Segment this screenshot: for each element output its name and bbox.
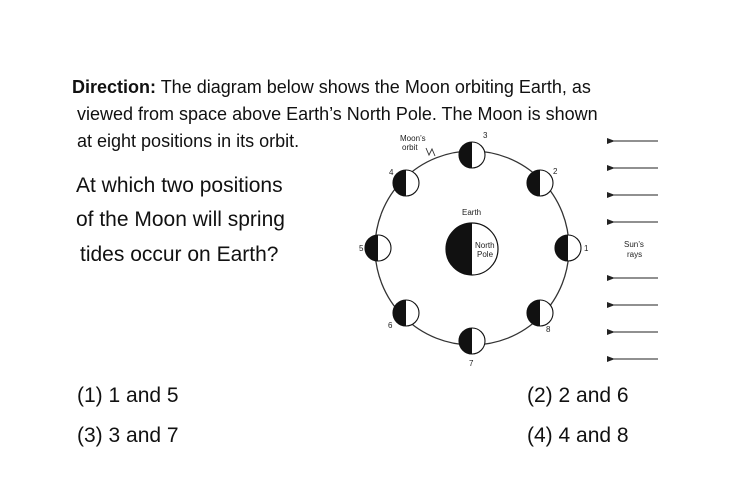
- moon-number-3: 3: [483, 131, 488, 140]
- sun-label-line-2: rays: [627, 250, 643, 259]
- moon-number-4: 4: [389, 168, 394, 177]
- earth-label: Earth: [462, 208, 482, 217]
- moon-position-5: [365, 235, 391, 261]
- moon-number-1: 1: [584, 244, 589, 253]
- answer-choice-1[interactable]: (1) 1 and 5: [77, 384, 179, 407]
- moon-position-1: [555, 235, 581, 261]
- moon-position-3: [459, 142, 485, 168]
- question-line-3: tides occur on Earth?: [80, 243, 279, 266]
- direction-line-3: at eight positions in its orbit.: [77, 131, 300, 151]
- answer-choice-2[interactable]: (2) 2 and 6: [527, 384, 629, 407]
- orbit-pointer: [426, 148, 435, 156]
- moon-position-2: [527, 170, 553, 196]
- orbit-label-line-1: Moon’s: [400, 134, 426, 143]
- moon-number-8: 8: [546, 325, 551, 334]
- moon-position-6: [393, 300, 419, 326]
- earth-night-side: [446, 223, 472, 275]
- answer-choice-4[interactable]: (4) 4 and 8: [527, 424, 629, 447]
- direction-label: Direction:: [72, 77, 157, 97]
- orbit-label-line-2: orbit: [402, 143, 418, 152]
- direction-line-2: viewed from space above Earth’s North Pole. The Moon is shown: [77, 104, 598, 124]
- sun-label-line-1: Sun’s: [624, 240, 644, 249]
- moon-number-7: 7: [469, 359, 474, 368]
- question-line-1: At which two positions: [76, 174, 283, 197]
- moon-number-6: 6: [388, 321, 393, 330]
- answer-choice-3[interactable]: (3) 3 and 7: [77, 424, 179, 447]
- pole-label-line-1: North: [475, 241, 495, 250]
- moon-number-2: 2: [553, 167, 558, 176]
- moon-position-4: [393, 170, 419, 196]
- moon-position-8: [527, 300, 553, 326]
- moon-number-5: 5: [359, 244, 364, 253]
- moon-position-7: [459, 328, 485, 354]
- question-line-2: of the Moon will spring: [76, 208, 285, 231]
- pole-label-line-2: Pole: [477, 250, 494, 259]
- direction-text-1: The diagram below shows the Moon orbiting Earth, as: [156, 77, 591, 97]
